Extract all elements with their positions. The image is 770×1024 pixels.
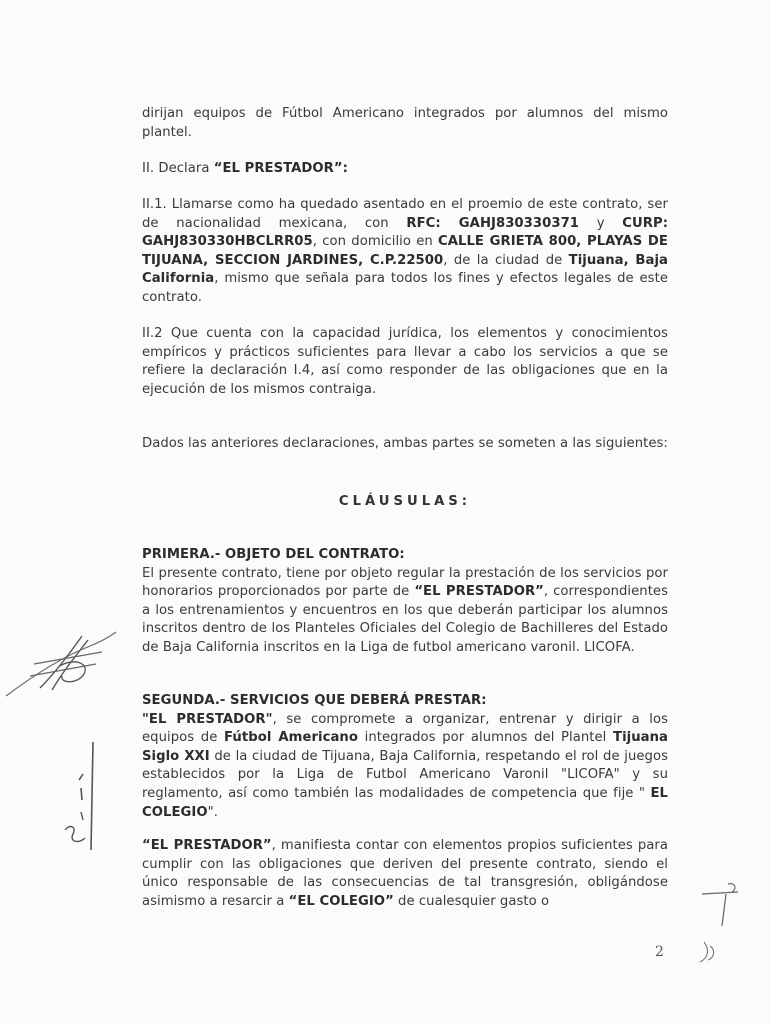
curp-value: CURP: GAHJ830330HBCLRR05 xyxy=(142,215,669,250)
paragraph-prestador-responsibility xyxy=(142,837,668,911)
paragraph-intro-continuation xyxy=(142,105,668,142)
address-value: CALLE GRIETA 800, PLAYAS DE TIJUANA, SECCION JARDINES, C.P.22500 xyxy=(142,234,668,268)
bold-span: Fútbol Americano xyxy=(224,730,358,746)
declaration-heading xyxy=(142,160,668,179)
declaration-label: II. Declara xyxy=(142,161,214,176)
initials-mark xyxy=(55,740,105,860)
bold-span: “EL COLEGIO” xyxy=(288,893,394,909)
clause-primera-heading: PRIMERA.- OBJETO DEL CONTRATO: xyxy=(142,547,405,562)
page-number: 2 xyxy=(655,944,664,960)
text-span: , de la ciudad de xyxy=(443,252,569,268)
bold-span: Tijuana Siglo XXI xyxy=(142,730,668,764)
bold-span: EL COLEGIO xyxy=(142,785,668,820)
text-span: II.1. Llamarse como ha quedado asentado en el proemio de este contrato, ser de nacionalidad mexicana, con xyxy=(142,197,668,231)
paragraph-declarations-summary xyxy=(142,435,668,454)
city-value: Tijuana, Baja California xyxy=(142,252,668,287)
text-span: , manifiesta contar con elementos propios suficientes para cumplir con las obligaciones que deriven del presente contrato, siendo el único responsable de las consecuencias de tal transgresión, obligándose asimismo a resarcir a xyxy=(142,838,668,909)
paragraph-text: dirijan equipos de Fútbol Americano integrados por alumnos del mismo plantel. xyxy=(142,106,668,140)
clause-ii-1 xyxy=(142,196,668,308)
clause-segunda-heading: SEGUNDA.- SERVICIOS QUE DEBERÁ PRESTAR: xyxy=(142,693,487,708)
clause-primera xyxy=(142,546,668,658)
text-span: , se compromete a organizar, entrenar y dirigir a los equipos de xyxy=(142,711,668,746)
text-span: de la ciudad de Tijuana, Baja California, respetando el rol de juegos establecidos por la Liga de Futbol Americano Varonil "LICOFA" y su reglamento, así como también las modalidades de competencia que fije " xyxy=(142,748,668,801)
rfc-value: RFC: GAHJ830330371 xyxy=(406,215,580,231)
text-span: integrados por alumnos del Plantel xyxy=(357,730,614,746)
text-span: ". xyxy=(207,804,218,820)
clause-segunda xyxy=(142,692,668,822)
margin-initial-mark xyxy=(700,880,750,970)
declaration-party: “EL PRESTADOR”: xyxy=(213,161,348,176)
clausulas-title: CLÁUSULAS: xyxy=(338,494,472,509)
clause-ii-2 xyxy=(142,325,668,399)
signature-mark xyxy=(0,618,130,708)
text-span: Dados las anteriores declaraciones, ambas partes se someten a las siguientes: xyxy=(142,436,668,451)
bold-span: “EL PRESTADOR” xyxy=(414,584,544,600)
text-span: de cualesquier gasto o xyxy=(393,893,550,909)
bold-span: "EL PRESTADOR" xyxy=(142,711,273,727)
bold-span: “EL PRESTADOR” xyxy=(142,838,272,853)
text-span: , correspondientes a los entrenamientos y encuentros en los que deberán participar los alumnos inscritos dentro de los Planteles Oficiales del Colegio de Bachilleres del Estado de Baja California inscritos en la Liga de futbol americano varonil. LICOFA. xyxy=(142,584,669,655)
text-span: El presente contrato, tiene por objeto regular la prestación de los servicios por honorarios proporcionados por parte de xyxy=(142,565,668,600)
text-span: y xyxy=(579,215,623,231)
text-span: , con domicilio en xyxy=(312,234,439,250)
text-span: , mismo que señala para todos los fines y efectos legales de este contrato. xyxy=(142,271,668,305)
text-span: II.2 Que cuenta con la capacidad jurídica, los elementos y conocimientos empíricos y prácticos suficientes para llevar a cabo los servicios a que se refiere la declaración I.4, así como responder de las obligaciones que en la ejecución de los mismos contraiga. xyxy=(142,326,668,397)
